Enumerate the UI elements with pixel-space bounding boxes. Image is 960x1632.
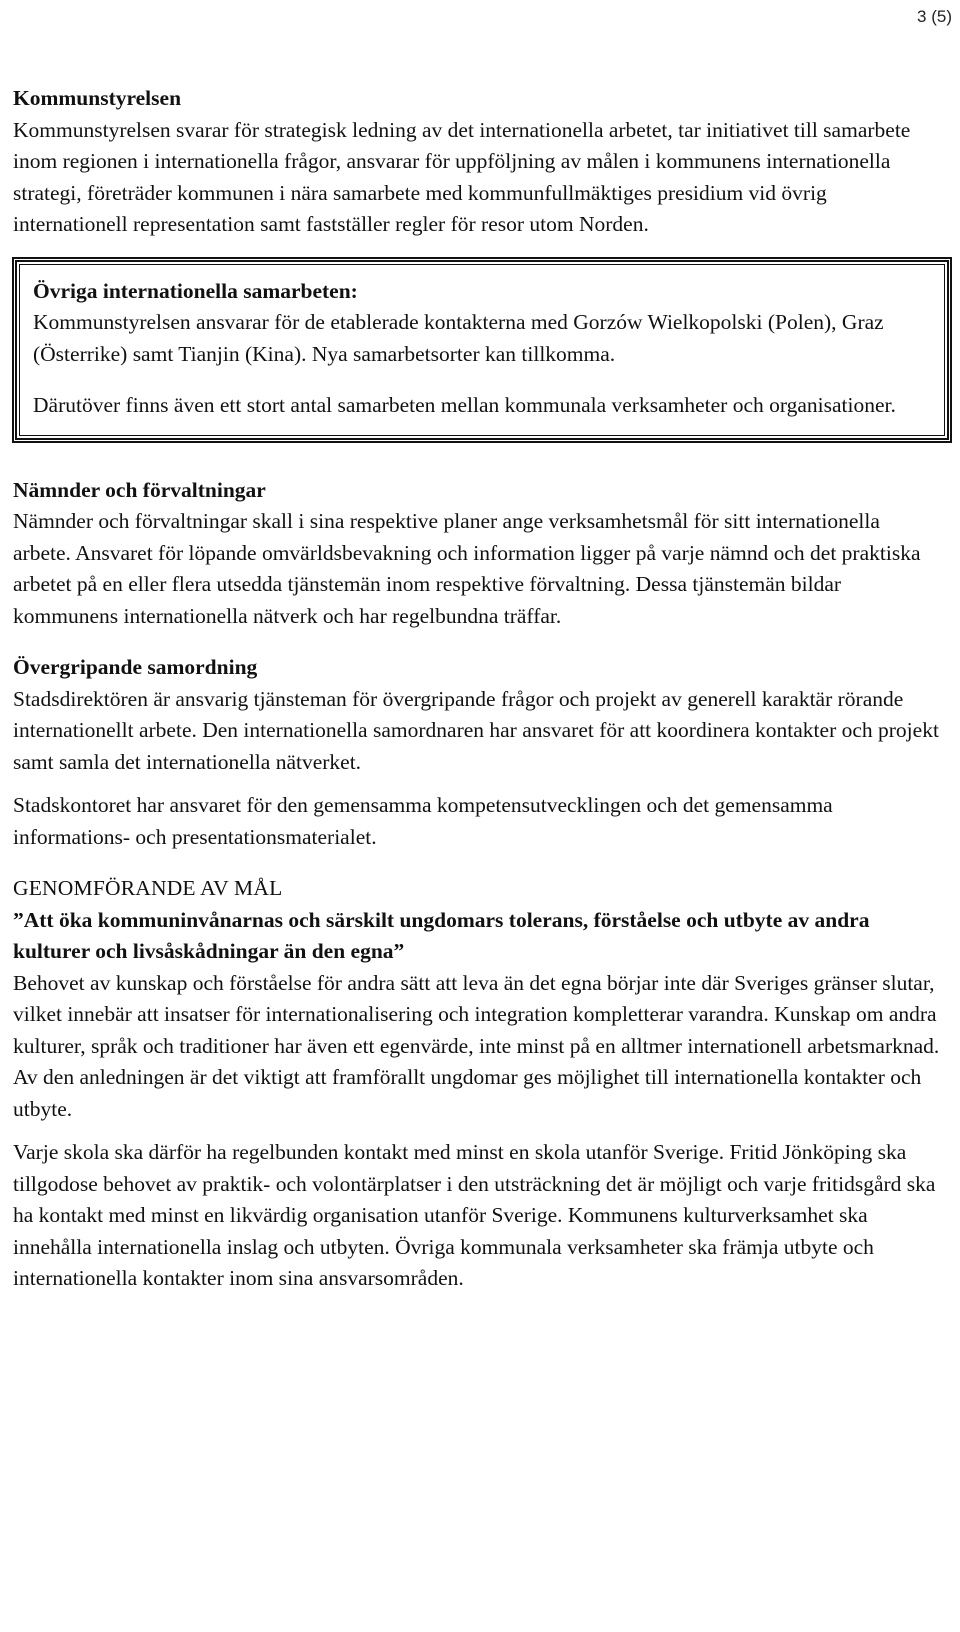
section-samordning — [13, 652, 943, 853]
paragraph-kommunstyrelsen: Kommunstyrelsen svarar för strategisk ledning av det internationella arbetet, tar initiativet till samarbete inom regionen i internationella frågor, ansvarar för uppföljning av målen i kommunens internationella strategi, företräder kommunen i nära samarbete med kommunfullmäktiges presidium vid övrig internationell representation samt fastställer regler för resor utom Norden. — [13, 117, 911, 236]
framed-box-other-collaborations — [12, 257, 952, 443]
section-genomforande — [13, 873, 943, 1295]
section-heading-samordning: Övergripande samordning — [13, 655, 258, 679]
box-heading: Övriga internationella samarbeten: — [33, 278, 358, 303]
paragraph-genomforande-1: Behovet av kunskap och förståelse för andra sätt att leva än det egna börjar inte där Sveriges gränser slutar, vilket innebär att insatser för internationalisering och integration kompletterar varandra. Kunskap om andra kulturer, språk och traditioner har även ett egenvärde, inte minst på en alltmer internationell arbetsmarknad. Av den anledningen är det viktigt att framförallt ungdomar ges möjlighet till internationella kontakter och utbyte. — [13, 970, 940, 1121]
paragraph-genomforande-2: Varje skola ska därför ha regelbunden kontakt med minst en skola utanför Sverige. Fritid Jönköping ska tillgodose behovet av praktik- och volontärplatser i den utsträckning det är möjligt och varje fritidsgård ska ha kontakt med minst en likvärdig organisation utanför Sverige. Kommunens kulturverksamhet ska innehålla internationella inslag och utbyten. Övriga kommunala verksamheter ska främja utbyte och internationella kontakter inom sina ansvarsområden. — [13, 1140, 936, 1290]
box-paragraph-1: Kommunstyrelsen ansvarar för de etablerade kontakterna med Gorzów Wielkopolski (Polen), Graz (Österrike) samt Tianjin (Kina). Nya samarbetsorter kan tillkomma. — [33, 310, 884, 366]
section-heading-namnder: Nämnder och förvaltningar — [13, 477, 266, 502]
section-namnder — [13, 475, 943, 633]
goal-heading: ”Att öka kommuninvånarnas och särskilt ungdomars tolerans, förståelse och utbyte av andra kulturer och livsåskådningar än den egna” — [13, 907, 870, 963]
paragraph-samordning-2: Stadskontoret har ansvaret för den gemensamma kompetensutvecklingen och det gemensamma informations- och presentationsmaterialet. — [13, 793, 833, 849]
box-paragraph-2: Därutöver finns även ett stort antal samarbeten mellan kommunala verksamheter och organisationer. — [33, 393, 896, 417]
section-heading-genomforande: GENOMFÖRANDE AV MÅL — [13, 876, 283, 900]
section-kommunstyrelsen — [13, 83, 943, 241]
page-number: 3 (5) — [917, 7, 952, 26]
paragraph-namnder: Nämnder och förvaltningar skall i sina respektive planer ange verksamhetsmål för sitt internationella arbete. Ansvaret för löpande omvärldsbevakning och information ligger på varje nämnd och det praktiska arbetet på en eller flera utsedda tjänstemän inom respektive förvaltning. Dessa tjänstemän bildar kommunens internationella nätverk och har regelbundna träffar. — [13, 509, 921, 628]
section-heading-kommunstyrelsen: Kommunstyrelsen — [13, 86, 182, 110]
paragraph-samordning-1: Stadsdirektören är ansvarig tjänsteman för övergripande frågor och projekt av generell karaktär rörande internationellt arbete. Den internationella samordnaren har ansvaret för att koordinera kontakter och projekt samt samla det internationella nätverket. — [13, 686, 939, 774]
document-body — [13, 83, 943, 1295]
